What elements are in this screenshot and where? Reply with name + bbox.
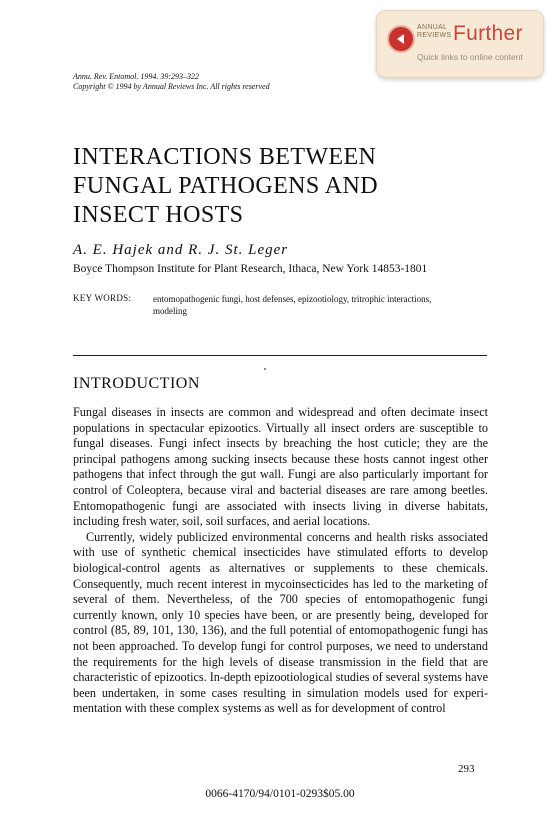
footer-code: 0066-4170/94/0101-0293$05.00 <box>205 788 355 800</box>
page-number: 293 <box>458 763 475 775</box>
stray-dot <box>264 368 266 370</box>
further-tagline: Quick links to online content <box>417 52 523 62</box>
further-wordmark: Further <box>453 22 523 45</box>
authors: A. E. Hajek and R. J. St. Leger <box>73 242 289 258</box>
keywords-label: KEY WORDS: <box>73 293 132 303</box>
paragraph: Fungal diseases in insects are common and widespread and often decimate insect populations in spectacular epizootics. Virtually all insect orders are susceptible to fungal diseases. Fungi infect insects by breaching the host cuticle; they are the principal pathogens among sucking insects because these hosts cannot ingest other pathogens that infect through the gut wall. Fungi are also particularly important for control of Coleoptera, because viral and bacterial diseases are rare among beetles. Entomopathogenic fungi are associated with insects living in diverse habitats, including fresh water, soil, soil surfaces, and aerial locations. <box>73 405 488 529</box>
further-badge[interactable] <box>376 10 544 78</box>
paragraph: Currently, widely publicized environmental concerns and health risks associated with use of synthetic chemical insecticides have stimulated efforts to develop biological-control agents as alternatives or supplements to these chemicals. Consequently, much recent interest in mycoinsecticides has led to the marketing of several of them. Nevertheless, of the 700 species of entomopathogenic fungi currently known, only 10 species have been, or are presently being, developed for control (85, 89, 101, 130, 136), and the full potential of entomopathogenic fungi has not been approached. To develop fungi for control purposes, we need to understand the requirements for the high levels of disease transmission in the field that are characteristic of epizootics. In-depth epizootiological studies of several systems have been undertaken, in some cases resulting in simulation models used for experi-mentation with these complex systems as well as for development of control <box>73 529 488 716</box>
keywords: entomopathogenic fungi, host defenses, epizootiology, tritrophic interactions, modeling <box>153 294 432 316</box>
citation-line: Annu. Rev. Entomol. 1994. 39:293–322 <box>73 72 200 81</box>
section-heading: INTRODUCTION <box>73 375 200 392</box>
journal-citation <box>73 72 270 92</box>
divider <box>73 355 487 356</box>
copyright-line: Copyright © 1994 by Annual Reviews Inc. All rights reserved <box>73 82 270 91</box>
affiliation: Boyce Thompson Institute for Plant Research, Ithaca, New York 14853-1801 <box>73 263 428 275</box>
annual-reviews-logo-icon <box>387 25 415 53</box>
publisher-name: ANNUAL REVIEWS <box>417 24 452 39</box>
article-title: INTERACTIONS BETWEEN FUNGAL PATHOGENS AND INSECT HOSTS <box>73 144 378 228</box>
body-text <box>73 405 488 717</box>
